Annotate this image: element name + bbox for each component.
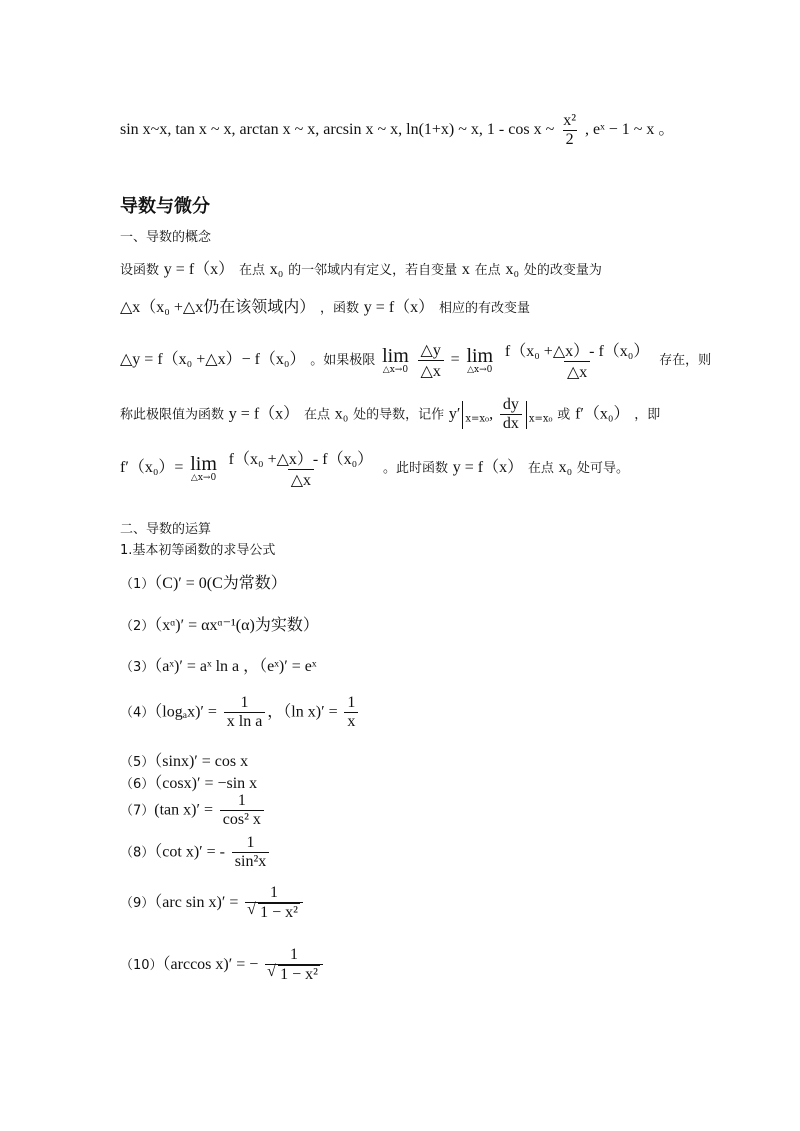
text-segment: 或 bbox=[557, 407, 571, 423]
formula-text: （sinx)′ = cos x bbox=[154, 753, 249, 770]
formula-fraction bbox=[220, 792, 264, 829]
text-segment: 在点 bbox=[527, 461, 554, 476]
text-segment: 的一邻域内有定义，若自变量 bbox=[288, 263, 458, 278]
equivalents-tail: , eˣ − 1 ~ x 。 bbox=[585, 121, 675, 139]
formula-fraction bbox=[245, 884, 303, 922]
formula-item bbox=[120, 946, 325, 984]
text-segment: 在点 bbox=[238, 263, 265, 278]
formula-text: （arccos x)′ = − bbox=[162, 956, 259, 973]
item-number: （8） bbox=[120, 845, 155, 861]
item-number: （10） bbox=[120, 958, 163, 973]
formula-item bbox=[120, 612, 319, 635]
text-segment: ，即 bbox=[634, 407, 661, 423]
limit-operator bbox=[382, 345, 409, 375]
limit-operator bbox=[190, 453, 217, 483]
fraction-numerator: 1 bbox=[240, 694, 249, 711]
text-segment: 设函数 bbox=[120, 263, 160, 278]
point-x0: x₀ bbox=[334, 405, 349, 423]
fraction-numerator: △y bbox=[420, 341, 441, 359]
item-number: （9） bbox=[120, 896, 155, 911]
item-number: （7） bbox=[120, 803, 155, 819]
formula-item bbox=[120, 884, 305, 922]
formula-fraction bbox=[224, 694, 266, 731]
fraction-denominator: △x bbox=[418, 360, 444, 381]
point-x0: x₀ bbox=[558, 459, 573, 476]
variable-x: x bbox=[461, 261, 470, 278]
concept-title: 一、导数的概念 bbox=[120, 230, 212, 245]
text-segment: 处的导数，记作 bbox=[353, 407, 445, 423]
item-number: （1） bbox=[120, 577, 155, 592]
function-expr: y = f（x） bbox=[452, 459, 524, 476]
fraction-numerator: dy bbox=[502, 396, 519, 413]
half-x-squared-fraction bbox=[560, 112, 579, 149]
fraction-denominator: 2 bbox=[563, 130, 577, 149]
equivalents-text: sin x~x, tan x ~ x, arctan x ~ x, arcsin x ~ x, ln(1+x) ~ x, 1 - cos x ~ bbox=[120, 121, 555, 139]
formula-item bbox=[120, 834, 271, 871]
item-number: （3） bbox=[120, 660, 155, 675]
text-segment: 处可导。 bbox=[577, 461, 630, 476]
eval-subscript: x=x₀ bbox=[528, 413, 553, 425]
fraction-numerator: 1 bbox=[289, 946, 298, 963]
text-segment: 相应的有改变量 bbox=[438, 301, 530, 316]
eval-subscript: x=x₀ bbox=[465, 413, 490, 425]
f-prime-x0: f′（x₀） bbox=[575, 405, 630, 423]
formula-fraction bbox=[265, 946, 323, 984]
lim-subscript: △x→0 bbox=[190, 473, 217, 483]
formula-item bbox=[120, 570, 287, 593]
dy-dx-fraction bbox=[418, 340, 444, 381]
definition-line-1 bbox=[120, 256, 602, 279]
formula-item bbox=[120, 748, 248, 771]
function-expr: y = f（x） bbox=[363, 299, 435, 316]
square-root: √ 1 − x² bbox=[258, 903, 300, 922]
item-number: （5） bbox=[120, 755, 155, 770]
difference-quotient bbox=[502, 338, 652, 382]
formula-text: （cot x)′ = - bbox=[154, 843, 226, 861]
lim-word: lim bbox=[190, 453, 217, 475]
fraction-denominator: △x bbox=[564, 361, 590, 382]
operations-title: 二、导数的运算 bbox=[120, 522, 212, 537]
definition-line-2 bbox=[120, 294, 530, 317]
fraction-numerator: 1 bbox=[237, 792, 246, 809]
fraction-denominator: cos² x bbox=[220, 810, 264, 829]
difference-quotient bbox=[226, 446, 376, 490]
text-segment: 称此极限值为函数 bbox=[120, 407, 225, 423]
point-x0: x₀ bbox=[269, 261, 284, 278]
definition-line-4 bbox=[120, 396, 660, 433]
formula-item bbox=[120, 792, 266, 829]
formula-item bbox=[120, 694, 360, 731]
formula-text: （arc sin x)′ = bbox=[154, 894, 239, 911]
fraction-denominator: x ln a bbox=[224, 712, 266, 731]
operations-subtitle: 1.基本初等函数的求导公式 bbox=[120, 543, 276, 558]
fraction-denominator: dx bbox=[500, 414, 522, 433]
fraction-denominator: x bbox=[344, 712, 358, 731]
dy-over-dx bbox=[500, 396, 522, 433]
increment-expr: △x（x₀ +△x仍在该领域内） bbox=[120, 299, 316, 316]
lim-word: lim bbox=[382, 345, 409, 367]
fraction-denominator bbox=[265, 964, 323, 984]
fraction-numerator: 1 bbox=[347, 694, 356, 711]
formula-fraction bbox=[232, 834, 269, 871]
fraction-denominator: △x bbox=[288, 469, 314, 490]
f-prime-def: f′（x₀）= bbox=[120, 459, 184, 476]
equivalent-infinitesimals bbox=[120, 112, 674, 149]
equals-sign: = bbox=[450, 351, 460, 368]
delta-y-expr: △y = f（x₀ +△x）− f（x₀） bbox=[120, 351, 306, 368]
formula-item bbox=[120, 653, 316, 676]
formula-text: ，（ln x)′ = bbox=[267, 703, 338, 721]
formula-text: (tan x)′ = bbox=[154, 801, 214, 819]
definition-line-3 bbox=[120, 338, 711, 382]
definition-line-5 bbox=[120, 446, 629, 490]
limit-operator bbox=[466, 345, 493, 375]
text-segment: 在点 bbox=[474, 263, 501, 278]
formula-text: （xᵅ)′ = αxᵅ⁻¹(α)为实数） bbox=[154, 617, 319, 634]
function-expr: y = f（x） bbox=[228, 405, 300, 423]
lim-subscript: △x→0 bbox=[467, 365, 493, 375]
evaluation-bar bbox=[462, 401, 463, 429]
text-segment: 处的改变量为 bbox=[523, 263, 602, 278]
text-segment: ，函数 bbox=[320, 301, 360, 316]
formula-text: （cosx)′ = −sin x bbox=[154, 775, 258, 792]
fraction-numerator: f（x₀ +△x）- f（x₀） bbox=[228, 451, 374, 468]
item-number: （4） bbox=[120, 705, 155, 721]
fraction-denominator bbox=[245, 902, 303, 922]
comma: , bbox=[489, 405, 494, 423]
formula-fraction bbox=[344, 694, 358, 731]
text-segment: 存在，则 bbox=[659, 353, 712, 368]
formula-item bbox=[120, 770, 257, 793]
y-prime: y′ bbox=[448, 405, 461, 423]
text-segment: 。如果极限 bbox=[310, 353, 376, 368]
function-expr: y = f（x） bbox=[163, 261, 235, 278]
formula-text: （C)′ = 0(C为常数） bbox=[154, 575, 287, 592]
lim-subscript: △x→0 bbox=[382, 365, 409, 375]
lim-word: lim bbox=[466, 345, 494, 367]
formula-text: （logₐx)′ = bbox=[154, 703, 217, 721]
formula-text: （aˣ)′ = aˣ ln a ，（eˣ)′ = eˣ bbox=[154, 658, 317, 675]
evaluation-bar bbox=[526, 401, 527, 429]
point-x0: x₀ bbox=[505, 261, 520, 278]
fraction-numerator: 1 bbox=[246, 834, 255, 851]
fraction-denominator: sin²x bbox=[232, 852, 269, 871]
fraction-numerator: x² bbox=[563, 112, 577, 129]
text-segment: 。此时函数 bbox=[382, 461, 448, 476]
square-root: √ 1 − x² bbox=[278, 965, 320, 984]
item-number: （6） bbox=[120, 777, 155, 792]
fraction-numerator: f（x₀ +△x）- f（x₀） bbox=[504, 343, 650, 360]
text-segment: 在点 bbox=[303, 407, 330, 423]
fraction-numerator: 1 bbox=[270, 884, 279, 901]
section-title: 导数与微分 bbox=[120, 196, 210, 217]
item-number: （2） bbox=[120, 619, 155, 634]
